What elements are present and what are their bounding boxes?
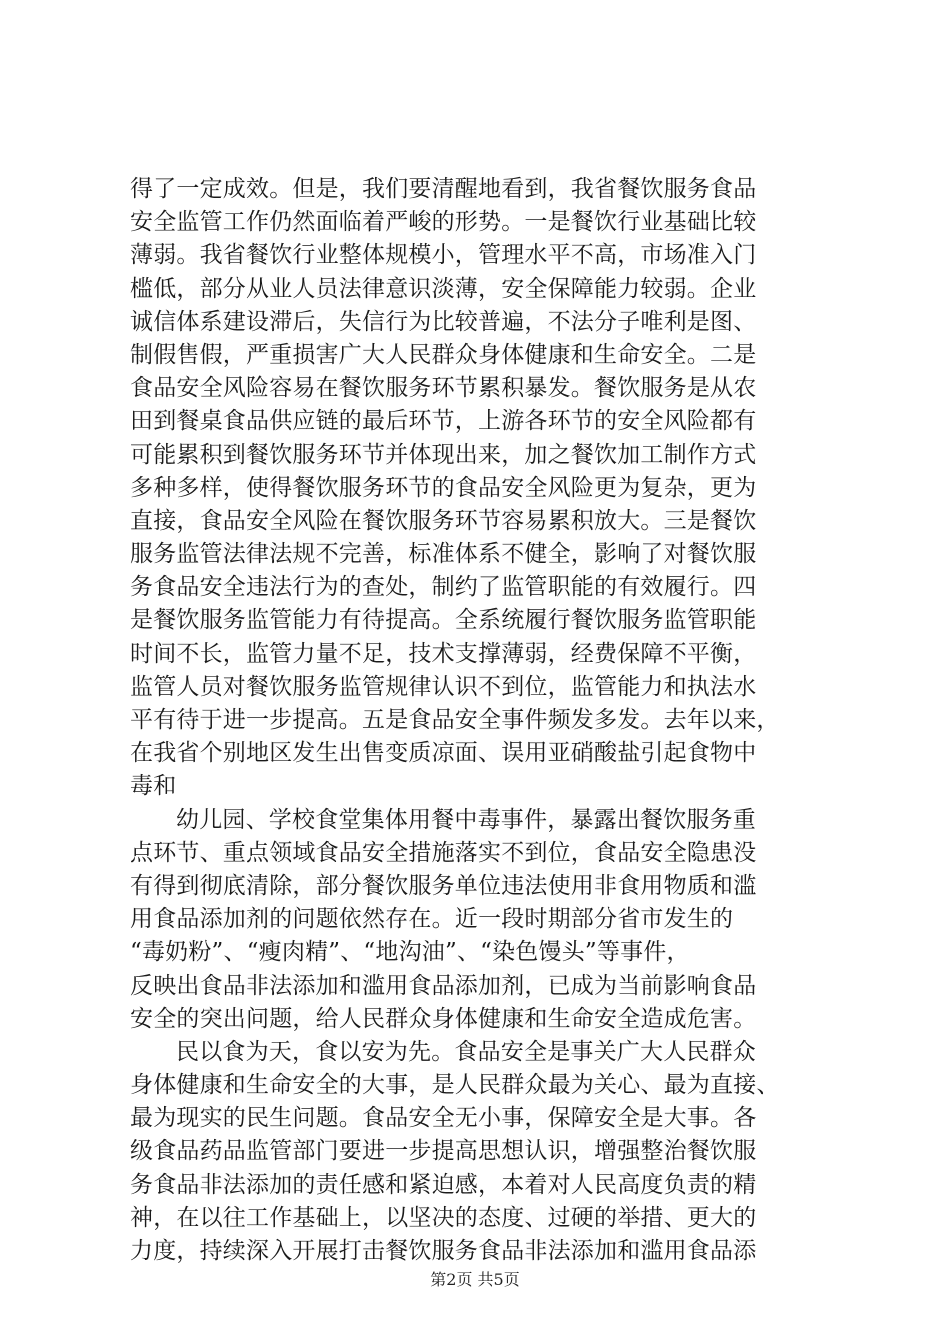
text-line: 监管人员对餐饮服务监管规律认识不到位，监管能力和执法水 [130, 673, 757, 700]
text-line: 槛低，部分从业人员法律意识淡薄，安全保障能力较弱。企业 [130, 275, 757, 302]
text-line: 安全的突出问题，给人民群众身体健康和生命安全造成危害。 [130, 1005, 757, 1032]
text-line: 级食品药品监管部门要进一步提高思想认识，增强整治餐饮服 [130, 1138, 757, 1165]
paragraph-start-line: 幼儿园、学校食堂集体用餐中毒事件，暴露出餐饮服务重 [176, 806, 756, 833]
text-line: 是餐饮服务监管能力有待提高。全系统履行餐饮服务监管职能 [130, 607, 757, 634]
text-line: 时间不长，监管力量不足，技术支撑薄弱，经费保障不平衡， [130, 640, 757, 667]
text-line: 最为现实的民生问题。食品安全无小事，保障安全是大事。各 [130, 1105, 757, 1132]
text-line: 务食品安全违法行为的查处，制约了监管职能的有效履行。四 [130, 574, 757, 601]
text-line: “毒奶粉”、“瘦肉精”、“地沟油”、“染色馒头”等事件， [130, 939, 690, 966]
text-line: 多种多样，使得餐饮服务环节的食品安全风险更为复杂，更为 [130, 474, 757, 501]
text-line: 有得到彻底清除，部分餐饮服务单位违法使用非食用物质和滥 [130, 872, 757, 899]
text-line: 诚信体系建设滞后，失信行为比较普遍，不法分子唯利是图、 [130, 308, 757, 335]
text-line: 点环节、重点领域食品安全措施落实不到位，食品安全隐患没 [130, 839, 757, 866]
text-line: 直接，食品安全风险在餐饮服务环节容易累积放大。三是餐饮 [130, 507, 757, 534]
text-line: 安全监管工作仍然面临着严峻的形势。一是餐饮行业基础比较 [130, 209, 757, 236]
page-number-footer: 第2页 共5页 [430, 1270, 520, 1289]
text-line: 神，在以往工作基础上，以坚决的态度、过硬的举措、更大的 [130, 1204, 757, 1231]
text-line: 力度，持续深入开展打击餐饮服务食品非法添加和滥用食品添 [130, 1238, 757, 1264]
text-line: 得了一定成效。但是，我们要清醒地看到，我省餐饮服务食品 [130, 176, 757, 202]
text-line: 可能累积到餐饮服务环节并体现出来，加之餐饮加工制作方式 [130, 441, 757, 468]
document-body [130, 173, 830, 1268]
text-line: 服务监管法律法规不完善，标准体系不健全，影响了对餐饮服 [130, 541, 757, 568]
text-line: 用食品添加剂的问题依然存在。近一段时期部分省市发生的 [130, 906, 734, 933]
text-line: 食品安全风险容易在餐饮服务环节累积暴发。餐饮服务是从农 [130, 375, 757, 402]
text-line: 毒和 [130, 773, 177, 800]
text-line: 在我省个别地区发生出售变质凉面、误用亚硝酸盐引起食物中 [130, 740, 757, 767]
text-line: 务食品非法添加的责任感和紧迫感，本着对人民高度负责的精 [130, 1171, 757, 1198]
text-line: 平有待于进一步提高。五是食品安全事件频发多发。去年以来， [130, 707, 780, 733]
paragraph-start-line: 民以食为天，食以安为先。食品安全是事关广大人民群众 [176, 1038, 756, 1065]
text-line: 田到餐桌食品供应链的最后环节，上游各环节的安全风险都有 [130, 408, 757, 435]
text-line: 身体健康和生命安全的大事，是人民群众最为关心、最为直接、 [130, 1072, 780, 1099]
text-line: 薄弱。我省餐饮行业整体规模小，管理水平不高，市场准入门 [130, 242, 757, 269]
text-line: 反映出食品非法添加和滥用食品添加剂，已成为当前影响食品 [130, 972, 757, 999]
text-line: 制假售假，严重损害广大人民群众身体健康和生命安全。二是 [130, 341, 757, 368]
